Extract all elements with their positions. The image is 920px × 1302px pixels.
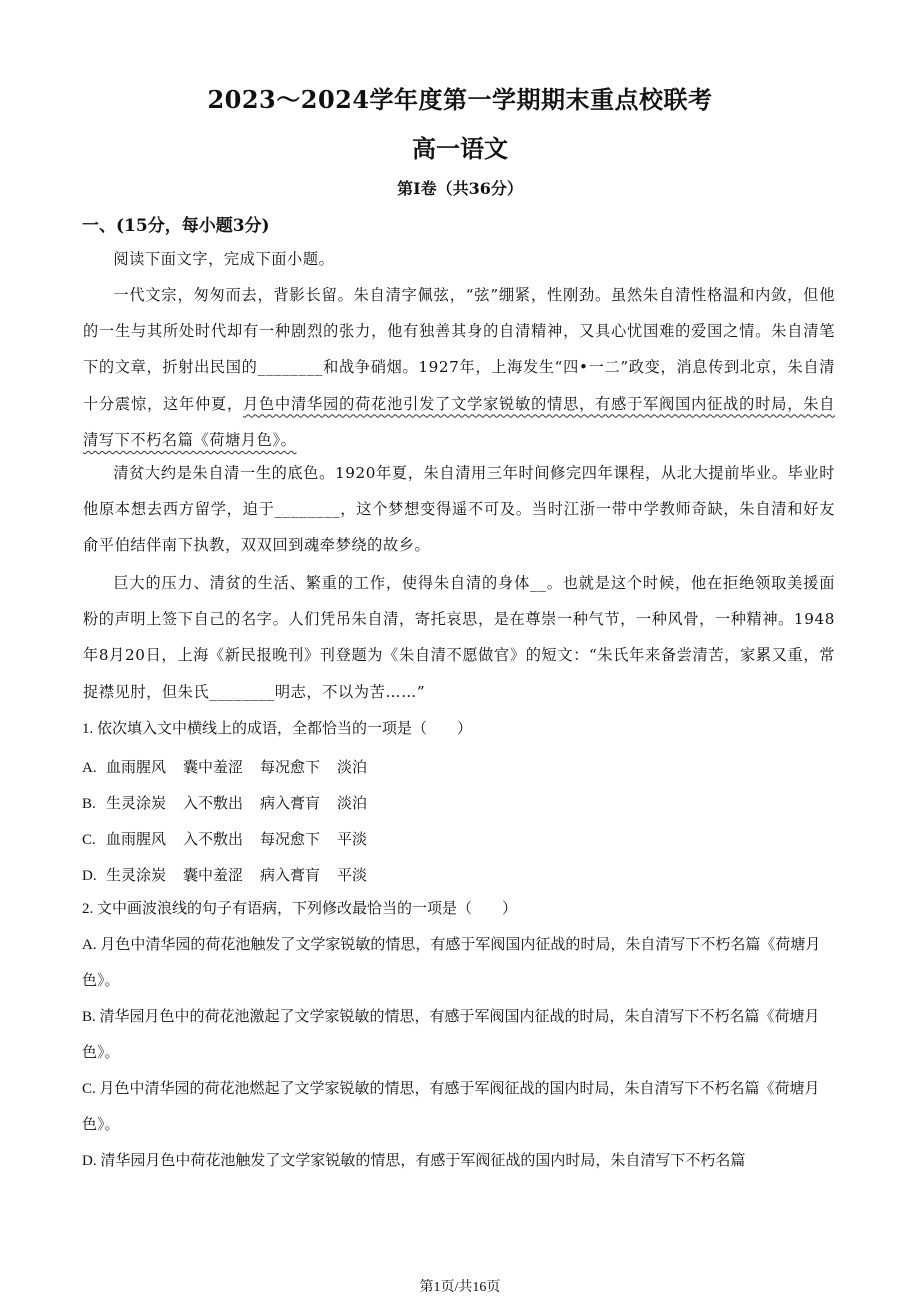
question-2-option-c: [82, 1071, 834, 1143]
option-word: 淡泊: [337, 796, 368, 812]
question-1-option-d: [82, 864, 384, 885]
question-2-option-d: [82, 1143, 834, 1179]
subject-title: 高一语文: [412, 134, 508, 163]
option-word: 病入膏肓: [260, 796, 321, 812]
question-1-option-b: [82, 792, 384, 813]
wavy-underlined-sentence: 月色中清华园的荷花池引发了文学家锐敏的情思，有感于军阀国内征战的时局，朱自清写下不朽名篇《荷塘月色》。: [83, 394, 835, 449]
passage-intro: 阅读下面文字，完成下面小题。: [113, 250, 335, 268]
question-2-option-a: [82, 927, 834, 999]
section-heading: 一、(15分，每小题3分): [82, 216, 270, 236]
option-text: 月色中清华园的荷花池触发了文学家锐敏的情思，有感于军阀国内征战的时局，朱自清写下不朽名篇《荷塘月色》。: [82, 937, 821, 989]
question-1-option-a: [82, 756, 384, 777]
option-word: 血雨腥风: [106, 832, 167, 848]
option-word: 血雨腥风: [106, 760, 167, 776]
option-letter: C.: [82, 832, 96, 848]
option-letter: D.: [82, 1153, 97, 1169]
option-letter: B.: [82, 1009, 96, 1025]
option-letter: C.: [82, 1081, 96, 1097]
option-word: 生灵涂炭: [106, 796, 167, 812]
question-2-option-b: [82, 999, 834, 1071]
option-word: 每况愈下: [260, 760, 321, 776]
option-word: 囊中羞涩: [183, 760, 244, 776]
option-text: 清华园月色中荷花池触发了文学家锐敏的情思，有感于军阀征战的国内时局，朱自清写下不朽名篇: [100, 1153, 746, 1169]
option-letter: D.: [82, 868, 97, 884]
passage-paragraph-1: [83, 277, 835, 458]
option-letter: A.: [82, 760, 97, 776]
passage-paragraph-2: 清贫大约是朱自清一生的底色。1920年夏，朱自清用三年时间修完四年课程，从北大提前毕业。毕业时他原本想去西方留学，迫于________，这个梦想变得遥不可及。当时江浙一带中学教师奇缺，朱自清和好友俞平伯结伴南下执教，双双回到魂牵梦绕的故乡。: [83, 464, 835, 555]
question-2-stem: 2. 文中画波浪线的句子有语病，下列修改最恰当的一项是（ ）: [82, 901, 518, 917]
option-word: 囊中羞涩: [183, 868, 244, 884]
question-1-stem: 1. 依次填入文中横线上的成语，全都恰当的一项是（ ）: [82, 721, 473, 737]
option-text: 月色中清华园的荷花池燃起了文学家锐敏的情思，有感于军阀征战的国内时局，朱自清写下不朽名篇《荷塘月色》。: [82, 1081, 820, 1133]
passage-paragraph-3: 巨大的压力、清贫的生活、繁重的工作，使得朱自清的身体__。也就是这个时候，他在拒绝领取美援面粉的声明上签下自己的名字。人们凭吊朱自清，寄托哀思，是在尊崇一种气节，一种风骨，一种精神。1948年8月20日，上海《新民报晚刊》刊登题为《朱自清不愿做官》的短文：“朱氏年来备尝清苦，家累又重，常捉襟见肘，但朱氏________明志，不以为苦……”: [83, 574, 835, 701]
paragraph-1-text: 一代文宗，匆匆而去，背影长留。朱自清字佩弦，“弦”绷紧，性刚劲。虽然朱自清性格温和内敛，但他的一生与其所处时代却有一种剧烈的张力，他有独善其身的自清精神，又具心忧国难的爱国之情。朱自清笔下的文章，折射出民国的________和战争硝烟。1927年，上海发生“四•一二”政变，消息传到北京，朱自清十分震惊，这年仲夏，: [83, 286, 835, 413]
option-word: 入不敷出: [183, 832, 244, 848]
page-number: 第1页/共16页: [419, 1280, 501, 1295]
option-letter: B.: [82, 796, 96, 812]
question-1-option-c: [82, 828, 384, 849]
option-word: 淡泊: [337, 760, 368, 776]
option-word: 每况愈下: [260, 832, 321, 848]
option-word: 平淡: [337, 868, 368, 884]
exam-title: 2023～2024学年度第一学期期末重点校联考: [207, 85, 713, 114]
option-word: 平淡: [337, 832, 368, 848]
volume-title: 第Ⅰ卷（共36分）: [397, 179, 523, 198]
option-text: 清华园月色中的荷花池激起了文学家锐敏的情思，有感于军阀国内征战的时局，朱自清写下不朽名篇《荷塘月色》。: [82, 1009, 820, 1061]
option-word: 生灵涂炭: [106, 868, 167, 884]
option-word: 入不敷出: [183, 796, 244, 812]
option-letter: A.: [82, 937, 97, 953]
option-word: 病入膏肓: [260, 868, 321, 884]
